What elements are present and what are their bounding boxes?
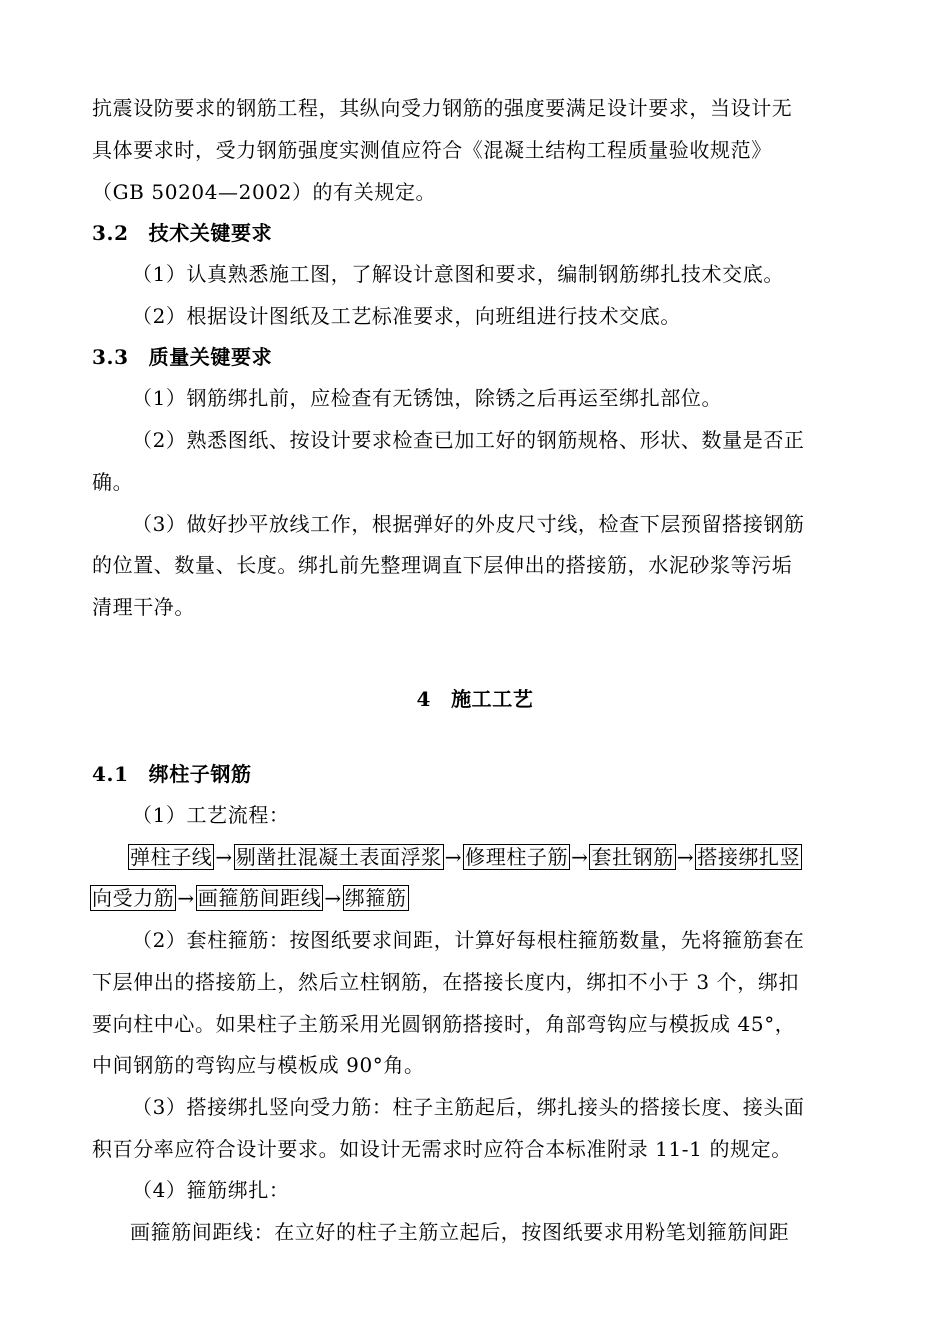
arrow-right-icon: → [324, 886, 342, 910]
paragraph-line: （3）做好抄平放线工作，根据弹好的外皮尺寸线，检查下层预留搭接钢筋 [132, 512, 805, 536]
flow-step: 搭接绑扎竖 [697, 845, 801, 869]
paragraph-line: （GB 50204—2002）的有关规定。 [92, 180, 437, 204]
section-heading-4-1 [92, 760, 252, 788]
paragraph-line: 具体要求时，受力钢筋强度实测值应符合《混凝土结构工程质量验收规范》 [92, 138, 772, 162]
paragraph-line: 抗震设防要求的钢筋工程，其纵向受力钢筋的强度要满足设计要求，当设计无 [92, 96, 793, 120]
paragraph-line: （1）工艺流程： [132, 803, 290, 827]
chapter-number: 4 [416, 687, 432, 711]
paragraph-line: 清理干净。 [92, 595, 195, 619]
paragraph-line: 画箍筋间距线：在立好的柱子主筋立起后，按图纸要求用粉笔划箍筋间距 [130, 1220, 790, 1244]
process-flow-line-2 [90, 884, 409, 912]
arrow-right-icon: → [215, 845, 233, 869]
arrow-right-icon: → [676, 845, 695, 869]
flow-step: 套扗钢筋 [591, 845, 674, 869]
paragraph-line: （2）套柱箍筋：按图纸要求间距，计算好每根柱箍筋数量，先将箍筋套在 [132, 928, 805, 952]
section-heading-3-2 [92, 219, 272, 247]
chapter-heading-4 [0, 685, 950, 713]
section-title: 技术关键要求 [148, 221, 273, 245]
section-heading-3-3 [92, 343, 272, 371]
paragraph-line: 要向柱中心。如果柱子主筋采用光圆钢筋搭接时，角部弯钩应与模扳成 45°， [92, 1012, 796, 1036]
arrow-right-icon: → [571, 845, 589, 869]
flow-step: 画箍筋间距线 [197, 886, 322, 910]
process-flow-line-1 [128, 843, 802, 871]
paragraph-line: 确。 [92, 470, 134, 494]
paragraph-line: 的位置、数量、长度。绑扎前先整理调直下层伸出的搭接筋，水泥砂浆等污垢 [92, 553, 793, 577]
chapter-title: 施工工艺 [451, 687, 534, 711]
flow-step: 修理柱子筋 [465, 845, 569, 869]
arrow-right-icon: → [444, 845, 463, 869]
section-number: 3.3 [92, 345, 129, 369]
paragraph-line: （2）熟悉图纸、按设计要求检查已加工好的钢筋规格、形状、数量是否正 [132, 428, 805, 452]
paragraph-line: （1）认真熟悉施工图，了解设计意图和要求，编制钢筋绑扎技术交底。 [132, 262, 784, 286]
section-title: 绑柱子钢筋 [148, 762, 252, 786]
section-number: 4.1 [92, 762, 129, 786]
arrow-right-icon: → [177, 886, 195, 910]
paragraph-line: 中间钢筋的弯钩应与模板成 90°角。 [92, 1053, 425, 1077]
flow-step: 剔凿扗混凝土表面浮浆 [235, 845, 442, 869]
flow-step: 绑箍筋 [344, 886, 407, 910]
paragraph-line: （1）钢筋绑扎前，应检查有无锈蚀，除锈之后再运至绑扎部位。 [132, 386, 723, 410]
paragraph-line: （4）箍筋绑扎： [132, 1178, 290, 1202]
paragraph-line: 积百分率应符合设计要求。如设计无需求时应符合本标准附录 11-1 的规定。 [92, 1137, 792, 1161]
paragraph-line: 下层伸出的搭接筋上，然后立柱钢筋，在搭接长度内，绑扣不小于 3 个，绑扣 [92, 970, 800, 994]
flow-step: 向受力筋 [92, 886, 175, 910]
section-title: 质量关键要求 [148, 345, 273, 369]
flow-step: 弹柱子线 [130, 845, 213, 869]
section-number: 3.2 [92, 221, 129, 245]
paragraph-line: （2）根据设计图纸及工艺标准要求，向班组进行技术交底。 [132, 304, 681, 328]
paragraph-line: （3）搭接绑扎竖向受力筋：柱子主筋起后，绑扎接头的搭接长度、接头面 [132, 1095, 805, 1119]
